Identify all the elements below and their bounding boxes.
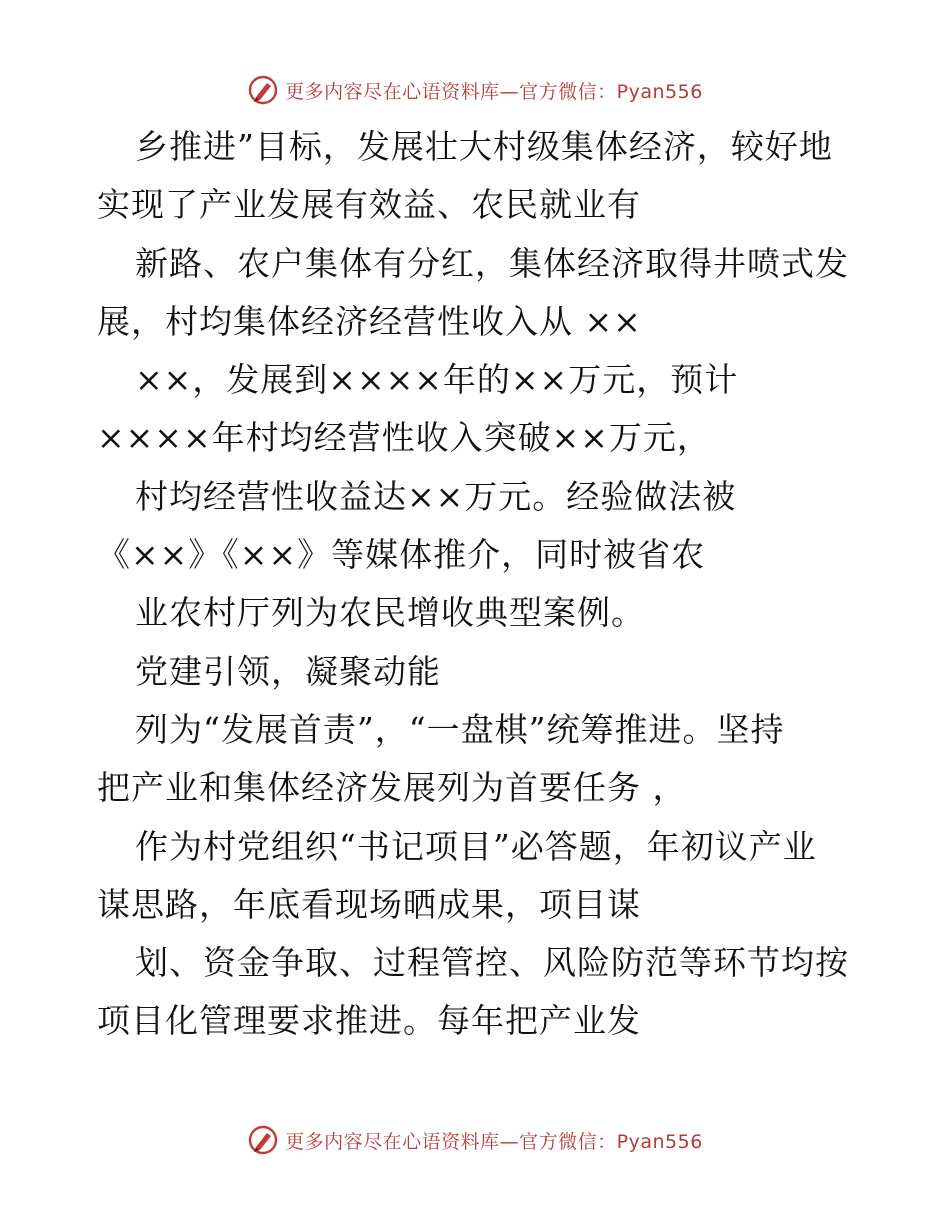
paragraph-line: 业农村厅列为农民增收典型案例。 (135, 593, 645, 633)
paragraph-line: 实现了产业发展有效益、农民就业有 (97, 185, 641, 225)
pen-logo-icon (247, 1124, 279, 1156)
paragraph-line: 把产业和集体经济发展列为首要任务 ， (97, 768, 687, 808)
footer-watermark-banner (0, 1120, 950, 1160)
footer-watermark-text: 更多内容尽在心语资料库—官方微信：Pyan556 (285, 1130, 703, 1153)
paragraph-line: 村均经营性收益达××万元。经验做法被 (135, 476, 737, 516)
paragraph-line: 展，村均集体经济经营性收入从 ×× (97, 301, 642, 341)
paragraph-line: 列为“发展首责”，“一盘棋”统筹推进。坚持 (135, 709, 785, 749)
paragraph-line: 划、资金争取、过程管控、风险防范等环节均按 (135, 943, 849, 983)
paragraph-line: 作为村党组织“书记项目”必答题，年初议产业 (135, 826, 817, 866)
paragraph-line: 党建引领，凝聚动能 (135, 651, 441, 691)
paragraph-line: 谋思路，年底看现场晒成果，项目谋 (97, 884, 641, 924)
paragraph-line: 新路、农户集体有分红，集体经济取得井喷式发 (135, 243, 849, 283)
paragraph-line: 乡推进”目标，发展壮大村级集体经济，较好地 (135, 127, 833, 166)
paragraph-line: 项目化管理要求推进。每年把产业发 (97, 1001, 641, 1041)
pen-logo-icon (247, 74, 279, 106)
paragraph-line: ××××年村均经营性收入突破××万元， (97, 418, 711, 458)
paragraph-line: 《××》《××》等媒体推介，同时被省农 (97, 535, 706, 575)
document-body (97, 118, 857, 1051)
header-watermark-banner (0, 70, 950, 110)
paragraph-line: ××，发展到××××年的××万元，预计 (135, 360, 739, 400)
header-watermark-text: 更多内容尽在心语资料库—官方微信：Pyan556 (285, 80, 703, 103)
